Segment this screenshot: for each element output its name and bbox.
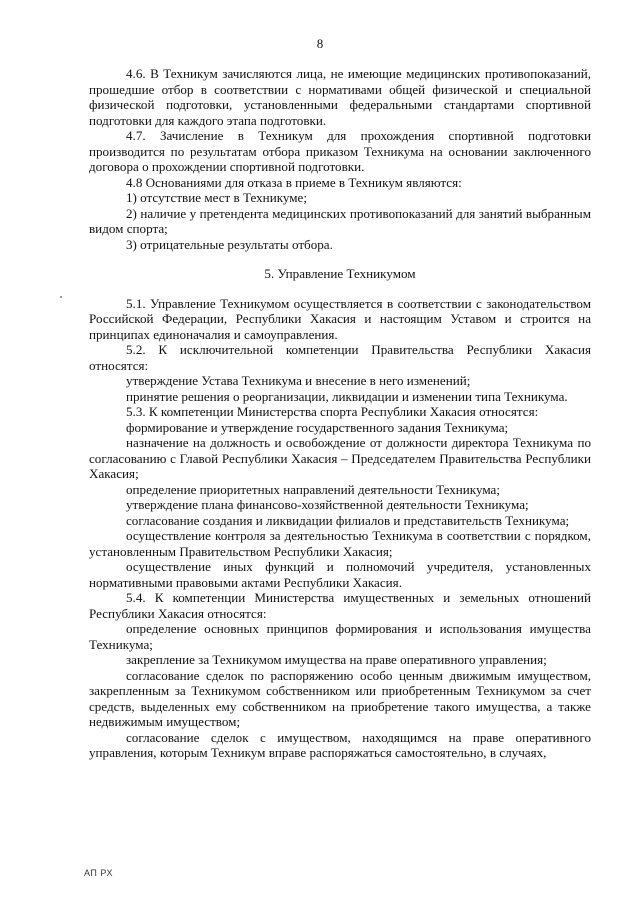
paragraph: 5.3. К компетенции Министерства спорта Республики Хакасия относятся:	[126, 404, 539, 419]
paragraph: 2) наличие у претендента медицинских противопоказаний для занятий выбранным видом спорта;	[89, 205, 591, 236]
paragraph: 5.4. К компетенции Министерства имущественных и земельных отношений Республики Хакасия относятся:	[89, 590, 591, 621]
paragraph: принятие решения о реорганизации, ликвидации и изменении типа Техникума.	[126, 388, 568, 404]
paragraph: согласование создания и ликвидации филиалов и представительств Техникума;	[126, 512, 570, 528]
scan-speck	[60, 296, 62, 298]
paragraph: осуществление иных функций и полномочий учредителя, установленных нормативными правовыми актами Республики Хакасия.	[89, 559, 591, 590]
paragraph: 4.6. В Техникум зачисляются лица, не имеющие медицинских противопоказаний, прошедшие отбор в соответствии с нормативами общей физической и специальной физической подготовки, установленными федеральными стандартами спортивной подготовки для каждого этапа подготовки.	[89, 66, 591, 128]
page-number: 8	[316, 36, 324, 51]
paragraph: осуществление контроля за деятельностью Техникума в соответствии с порядком, установленным Правительством Республики Хакасия;	[89, 528, 591, 559]
paragraph: утверждение Устава Техникума и внесение в него изменений;	[126, 373, 471, 388]
paragraph: формирование и утверждение государственного задания Техникума;	[126, 419, 509, 435]
paragraph: закрепление за Техникумом имущества на праве оперативного управления;	[126, 652, 547, 667]
paragraph: согласование сделок с имуществом, находящимся на праве оперативного управления, которым Техникум вправе распоряжаться самостоятельно, в случаях,	[89, 729, 591, 760]
paragraph: определение приоритетных направлений деятельности Техникума;	[126, 481, 500, 497]
footer-stamp: АП РХ	[84, 868, 113, 878]
paragraph: утверждение плана финансово-хозяйственной деятельности Техникума;	[126, 497, 529, 512]
paragraph: 4.7. Зачисление в Техникум для прохождения спортивной подготовки производится по результатам отбора приказом Техникума на основании заключенного договора о прохождении спортивной подготовки.	[89, 128, 591, 174]
paragraph: 4.8 Основаниями для отказа в приеме в Техникум являются:	[126, 174, 462, 190]
paragraph: 1) отсутствие мест в Техникуме;	[126, 190, 307, 205]
section-heading: 5. Управление Техникумом	[264, 266, 416, 281]
paragraph: согласование сделок по распоряжению особо ценным движимым имуществом, закрепленным за Техникумом собственником или приобретенным Техникумом за счет средств, выделенных ему собственником на приобретение такого имущества, а также недвижимым имуществом;	[89, 667, 591, 729]
paragraph: 5.1. Управление Техникумом осуществляется в соответствии с законодательством Российской Федерации, Республики Хакасия и настоящим Уставом и строится на принципах единоначалия и самоуправления.	[89, 295, 591, 342]
paragraph: определение основных принципов формирования и использования имущества Техникума;	[89, 621, 591, 652]
paragraph: 3) отрицательные результаты отбора.	[126, 236, 333, 252]
paragraph: 5.2. К исключительной компетенции Правительства Республики Хакасия относятся:	[89, 342, 591, 373]
paragraph: назначение на должность и освобождение от должности директора Техникума по согласованию с Главой Республики Хакасия – Председателем Правительства Республики Хакасия;	[89, 435, 591, 481]
document-body	[89, 66, 591, 761]
